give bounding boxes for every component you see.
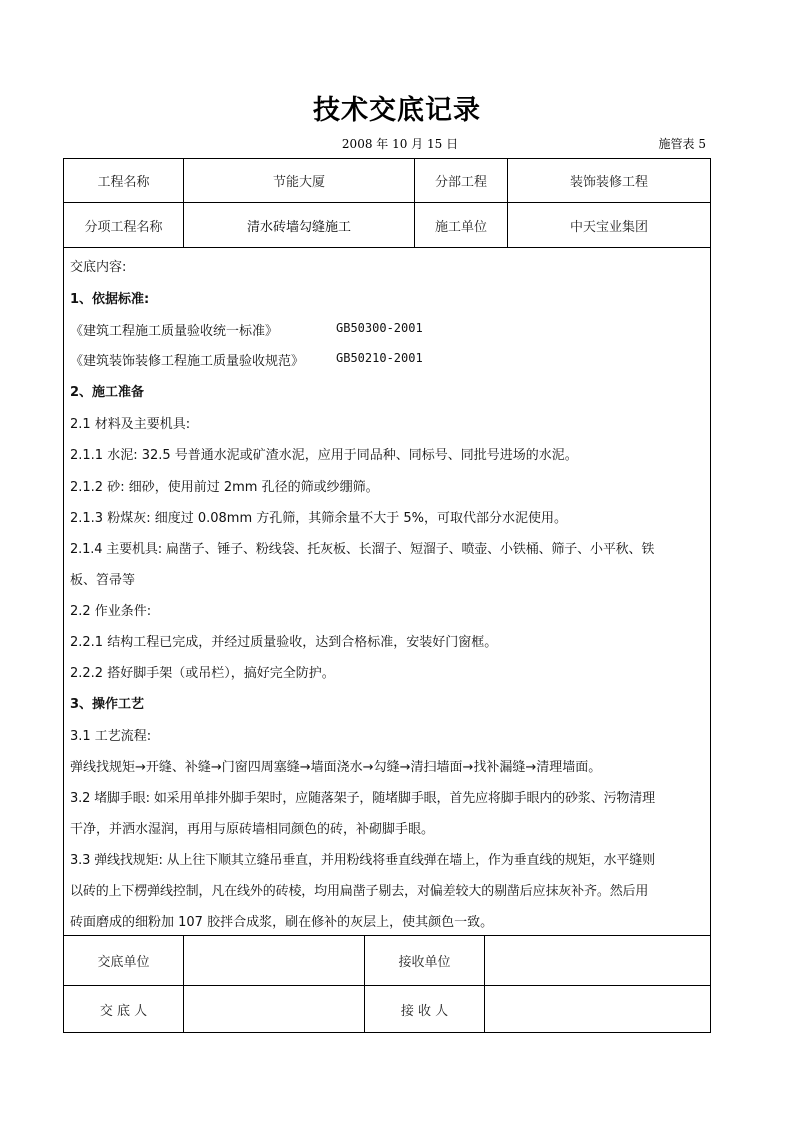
section-3-3: 3.3 弹线找规矩: 从上往下顺其立缝吊垂直，并用粉线将垂直线弹在墙上，作为垂直线的规矩，水平缝则	[70, 853, 655, 868]
section-2-2: 2.2 作业条件:	[70, 604, 152, 619]
section-2-2-1: 2.2.1 结构工程已完成，并经过质量验收，达到合格标准，安装好门窗框。	[70, 635, 498, 650]
receiving-person-label: 接 收 人	[400, 1004, 449, 1019]
standard-1-name: 《建筑工程施工质量验收统一标准》	[70, 324, 279, 339]
handover-person-value[interactable]	[184, 986, 364, 1033]
section-2-1-4-cont: 板、笤帚等	[70, 573, 136, 588]
standard-2-code: GB50210-2001	[336, 351, 423, 365]
section-1-title: 1、依据标准:	[70, 292, 150, 307]
row-divider	[64, 247, 710, 248]
section-3-2: 3.2 堵脚手眼: 如采用单排外脚手架时，应随落架子，随堵脚手眼，首先应将脚手眼内的砂浆、污物清理	[70, 791, 655, 806]
section-2-1-3: 2.1.3 粉煤灰: 细度过 0.08mm 方孔筛，其筛余量不大于 5%，可取代部分水泥使用。	[70, 511, 568, 526]
form-number: 施管表 5	[658, 137, 706, 151]
receiving-unit-label: 接收单位	[398, 955, 451, 970]
date: 2008 年 10 月 15 日	[341, 137, 459, 151]
receiving-person-value[interactable]	[485, 986, 710, 1033]
page-title: 技术交底记录	[313, 95, 481, 126]
section-2-1-4: 2.1.4 主要机具: 扁凿子、锤子、粉线袋、托灰板、长溜子、短溜子、喷壶、小铁桶、筛子、小平秋、铁	[70, 542, 655, 557]
section-2-title: 2、施工准备	[70, 385, 145, 400]
content-intro: 交底内容:	[70, 260, 127, 275]
section-2-1-1: 2.1.1 水泥: 32.5 号普通水泥或矿渣水泥，应用于同品种、同标号、同批号进场的水泥。	[70, 448, 578, 463]
contractor-label: 施工单位	[434, 219, 487, 235]
section-3-2-cont: 干净，并洒水湿润，再用与原砖墙相同颜色的砖，补砌脚手眼。	[70, 822, 435, 837]
section-2-1: 2.1 材料及主要机具:	[70, 417, 191, 432]
project-name-value: 节能大厦	[272, 175, 325, 190]
handover-person-label: 交 底 人	[99, 1004, 148, 1019]
handover-unit-value[interactable]	[184, 936, 364, 985]
standard-2-name: 《建筑装饰装修工程施工质量验收规范》	[70, 354, 305, 369]
section-3-1: 3.1 工艺流程:	[70, 729, 152, 744]
subitem-label: 分项工程名称	[84, 219, 163, 235]
section-3-3-cont-2: 砖面磨成的细粉加 107 胶拌合成浆，刷在修补的灰层上，使其颜色一致。	[70, 915, 494, 930]
division-value: 装饰装修工程	[569, 175, 648, 190]
section-3-3-cont-1: 以砖的上下楞弹线控制，凡在线外的砖棱，均用扁凿子剔去，对偏差较大的剔凿后应抹灰补齐。然后用	[70, 884, 649, 899]
handover-unit-label: 交底单位	[97, 955, 150, 970]
subitem-value: 清水砖墙勾缝施工	[246, 219, 351, 235]
record-table	[63, 158, 711, 1033]
section-2-1-2: 2.1.2 砂: 细砂，使用前过 2mm 孔径的筛或纱绷筛。	[70, 480, 379, 495]
receiving-unit-value[interactable]	[485, 936, 710, 985]
section-2-2-2: 2.2.2 搭好脚手架（或吊栏），搞好完全防护。	[70, 666, 335, 681]
process-flow: 弹线找规矩→开缝、补缝→门窗四周塞缝→墙面浇水→勾缝→清扫墙面→找补漏缝→清理墙面。	[70, 760, 602, 775]
division-label: 分部工程	[434, 175, 487, 190]
section-3-title: 3、操作工艺	[70, 697, 145, 712]
project-name-label: 工程名称	[97, 175, 150, 190]
contractor-value: 中天宝业集团	[569, 219, 648, 235]
standard-1-code: GB50300-2001	[336, 321, 423, 335]
